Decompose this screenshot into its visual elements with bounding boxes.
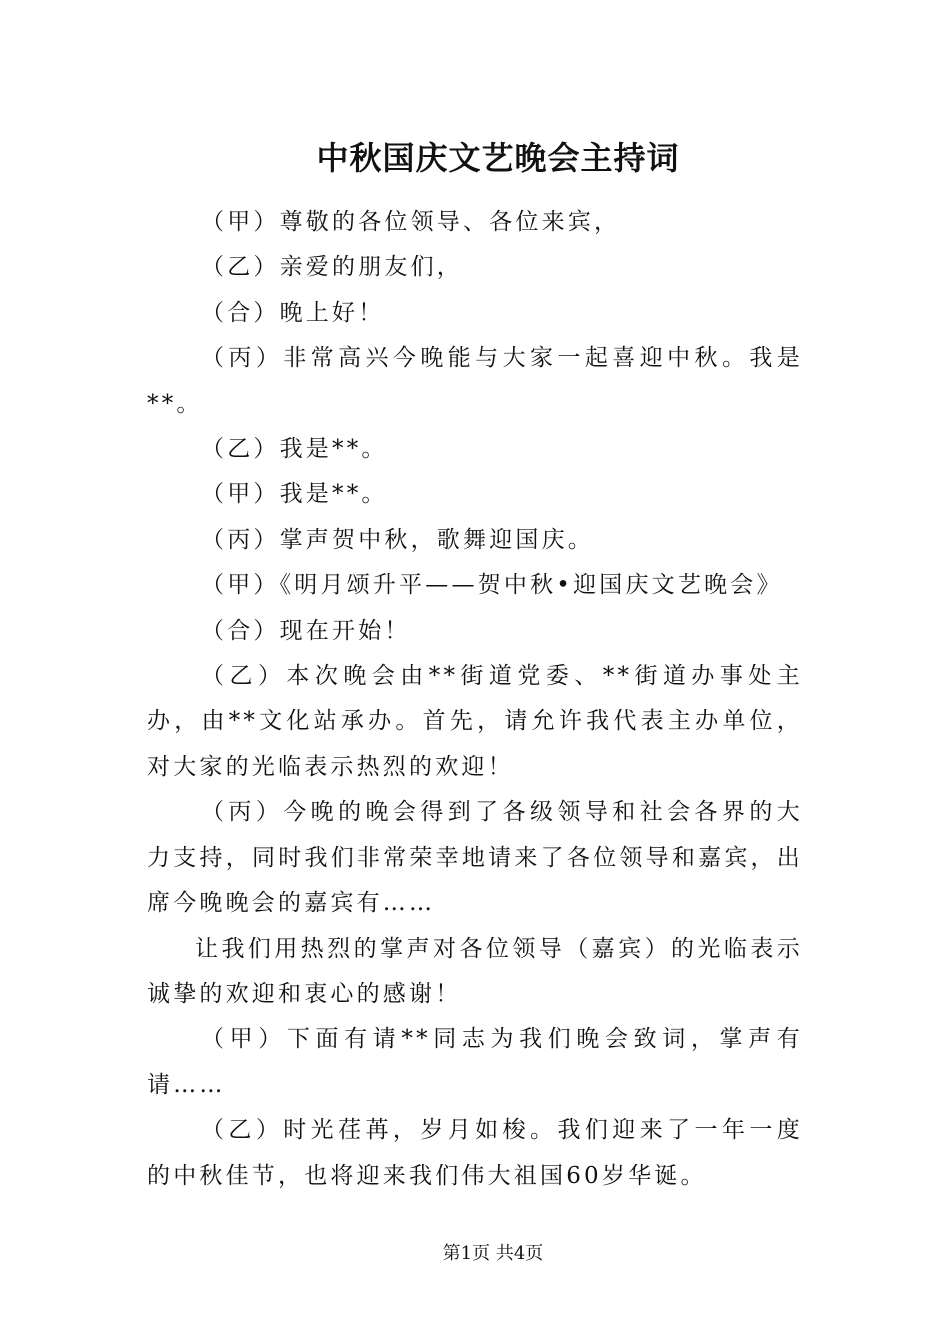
document-title: 中秋国庆文艺晚会主持词 [316, 139, 680, 177]
paragraph: （甲）尊敬的各位领导、各位来宾， [201, 209, 621, 235]
paragraph: （乙）我是**。 [201, 436, 388, 463]
paragraph: （乙）本次晚会由**街道党委、**街道办事处主办，由**文化站承办。首先，请允许我代表主办单位，对大家的光临表示热烈的欢迎！ [147, 663, 803, 780]
page-number-footer: 第1页 共4页 [442, 1243, 544, 1264]
paragraph: （丙）今晚的晚会得到了各级领导和社会各界的大力支持，同时我们非常荣幸地请来了各位领导和嘉宾，出席今晚晚会的嘉宾有…… [147, 799, 803, 917]
paragraph: （甲）《明月颂升平——贺中秋•迎国庆文艺晚会》 [201, 572, 783, 599]
document-body [147, 200, 803, 1199]
paragraph: （合）晚上好！ [201, 299, 385, 326]
paragraph: （丙）非常高兴今晚能与大家一起喜迎中秋。我是**。 [147, 345, 803, 417]
paragraph: （甲）下面有请**同志为我们晚会致词，掌声有请…… [147, 1026, 803, 1098]
paragraph: （合）现在开始！ [201, 617, 411, 644]
paragraph: （丙）掌声贺中秋，歌舞迎国庆。 [201, 526, 594, 553]
paragraph: 让我们用热烈的掌声对各位领导（嘉宾）的光临表示诚挚的欢迎和衷心的感谢！ [147, 935, 803, 1007]
paragraph: （乙）时光荏苒，岁月如梭。我们迎来了一年一度的中秋佳节，也将迎来我们伟大祖国60岁华诞。 [147, 1117, 803, 1189]
paragraph: （乙）亲爱的朋友们， [201, 254, 463, 281]
paragraph: （甲）我是**。 [201, 481, 388, 508]
